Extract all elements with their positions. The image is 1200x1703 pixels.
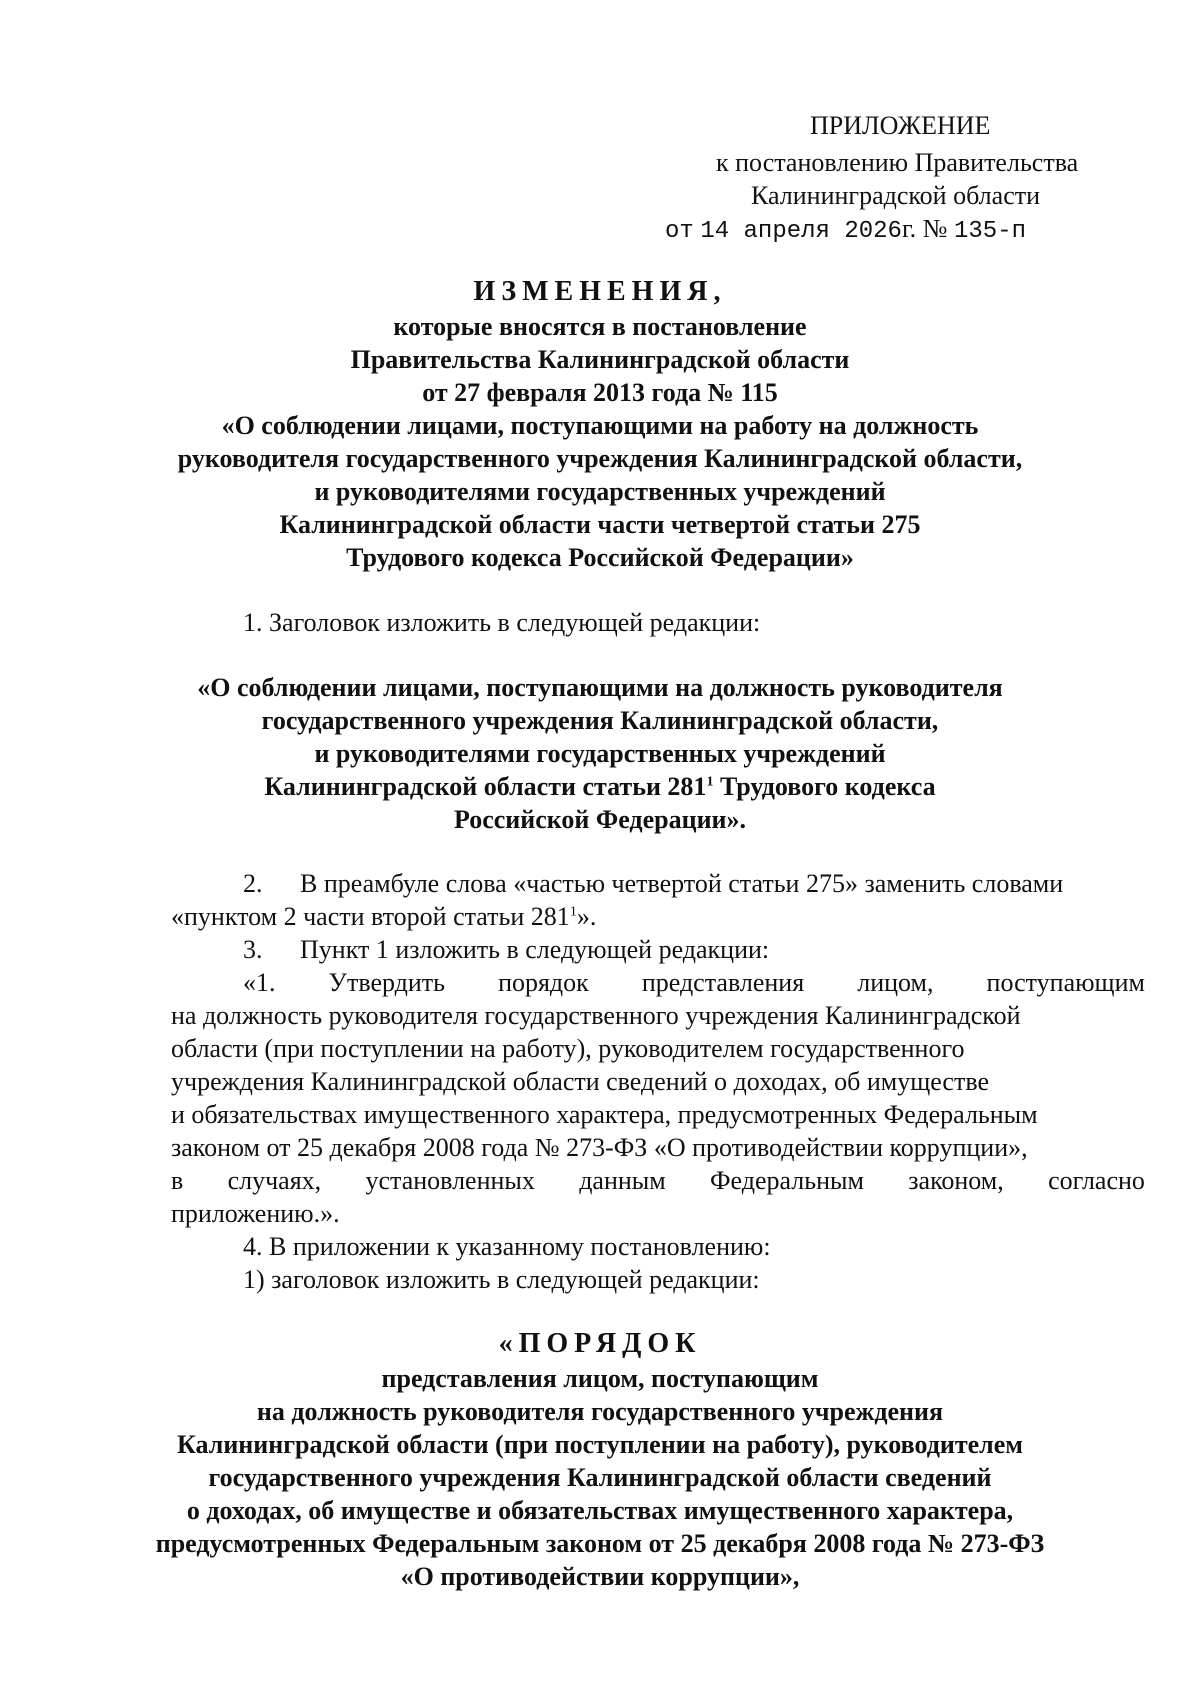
item-3-quote-line-6: законом от 25 декабря 2008 года № 273-ФЗ «О противодействии коррупции», [171,1133,1028,1162]
justified-word: законом, [908,1166,1004,1195]
item-1-quote-line-2: государственного учреждения Калининградской области, [261,706,939,735]
item-4-sub-1: 1) заголовок изложить в следующей редакции: [243,1265,760,1294]
attachment-date-line [665,213,1026,248]
justified-word: Утвердить [328,968,446,997]
justified-word: установленных [365,1166,535,1195]
justified-word: в [171,1166,184,1195]
heading-line-8: Трудового кодекса Российской Федерации» [346,543,854,572]
justified-word: Федеральным [710,1166,864,1195]
item-1-text: 1. Заголовок изложить в следующей редакции: [243,608,761,637]
justified-word: «1. [243,968,276,997]
justified-word: данным [579,1166,666,1195]
justified-word: порядок [498,968,589,997]
item-3-quote-line-2: на должность руководителя государственного учреждения Калининградской [171,1001,1021,1030]
heading-line-2: Правительства Калининградской области [350,345,850,374]
order-line-7: «О противодействии коррупции», [400,1562,800,1591]
justified-word: согласно [1048,1166,1145,1195]
item-3-quote-line-1 [243,967,1145,999]
item-4-text: 4. В приложении к указанному постановлению: [243,1232,771,1261]
item-2-line-2-sup: 1 [569,904,577,920]
attachment-line-2: Калининградской области [751,181,1041,210]
heading-line-5: руководителя государственного учреждения Калининградской области, [177,444,1023,473]
attachment-date-prefix: от [665,218,694,245]
order-line-4: государственного учреждения Калининградской области сведений [208,1463,992,1492]
attachment-date-suffix: г. № [901,214,948,243]
item-3-quote-line-3: области (при поступлении на работу), руководителем государственного [171,1034,965,1063]
order-line-5: о доходах, об имуществе и обязательствах имущественного характера, [186,1496,1014,1525]
item-1-quote-l4-pre: Калининградской области статьи 281 [264,772,707,801]
item-3-quote-line-8: приложению.». [171,1199,340,1228]
item-1-quote-l4-post: Трудового кодекса [713,772,936,801]
justified-word: лицом, [857,968,934,997]
item-1-quote-line-1: «О соблюдении лицами, поступающими на должность руководителя [197,673,1003,702]
heading-line-6: и руководителями государственных учреждений [314,477,886,506]
item-3-number: 3. [243,935,263,964]
heading-line-4: «О соблюдении лицами, поступающими на работу на должность [221,411,979,440]
item-2-line-1: В преамбуле слова «частью четвертой статьи 275» заменить словами [300,869,1064,898]
attachment-line-1: к постановлению Правительства [716,148,1079,177]
justified-word: поступающим [986,968,1145,997]
item-2-line-2-pre: «пунктом 2 части второй статьи 281 [171,902,570,931]
item-2-line-2 [171,901,596,933]
order-line-2: на должность руководителя государственного учреждения [256,1397,944,1426]
justified-word: представления [641,968,805,997]
item-1-quote-line-4 [0,771,1200,803]
item-1-quote-l4-sup: 1 [706,774,714,790]
attachment-date: 14 апреля 2026 [700,218,902,245]
justified-word: случаях, [227,1166,322,1195]
heading-line-7: Калининградской области части четвертой статьи 275 [279,510,921,539]
item-2-line-2-post: ». [576,902,597,931]
heading-title: ИЗМЕНЕНИЯ, [473,276,727,307]
attachment-title: ПРИЛОЖЕНИЕ [810,111,991,140]
order-line-1: представления лицом, поступающим [381,1364,819,1393]
item-3-quote-line-7 [171,1165,1145,1197]
item-3-quote-line-5: и обязательствах имущественного характера, предусмотренных Федеральным [171,1100,1038,1129]
order-line-6: предусмотренных Федеральным законом от 25 декабря 2008 года № 273-ФЗ [155,1529,1045,1558]
item-2-number: 2. [243,869,263,898]
order-title: «ПОРЯДОК [498,1328,702,1359]
item-1-quote-line-3: и руководителями государственных учреждений [314,739,886,768]
order-line-3: Калининградской области (при поступлении на работу), руководителем [177,1430,1023,1459]
attachment-number: 135-п [954,218,1027,245]
item-1-quote-line-5: Российской Федерации». [453,805,747,834]
heading-line-1: которые вносятся в постановление [393,312,807,341]
heading-line-3: от 27 февраля 2013 года № 115 [422,378,778,407]
item-3-quote-line-4: учреждения Калининградской области сведений о доходах, об имуществе [171,1067,989,1096]
item-3-text: Пункт 1 изложить в следующей редакции: [300,935,770,964]
